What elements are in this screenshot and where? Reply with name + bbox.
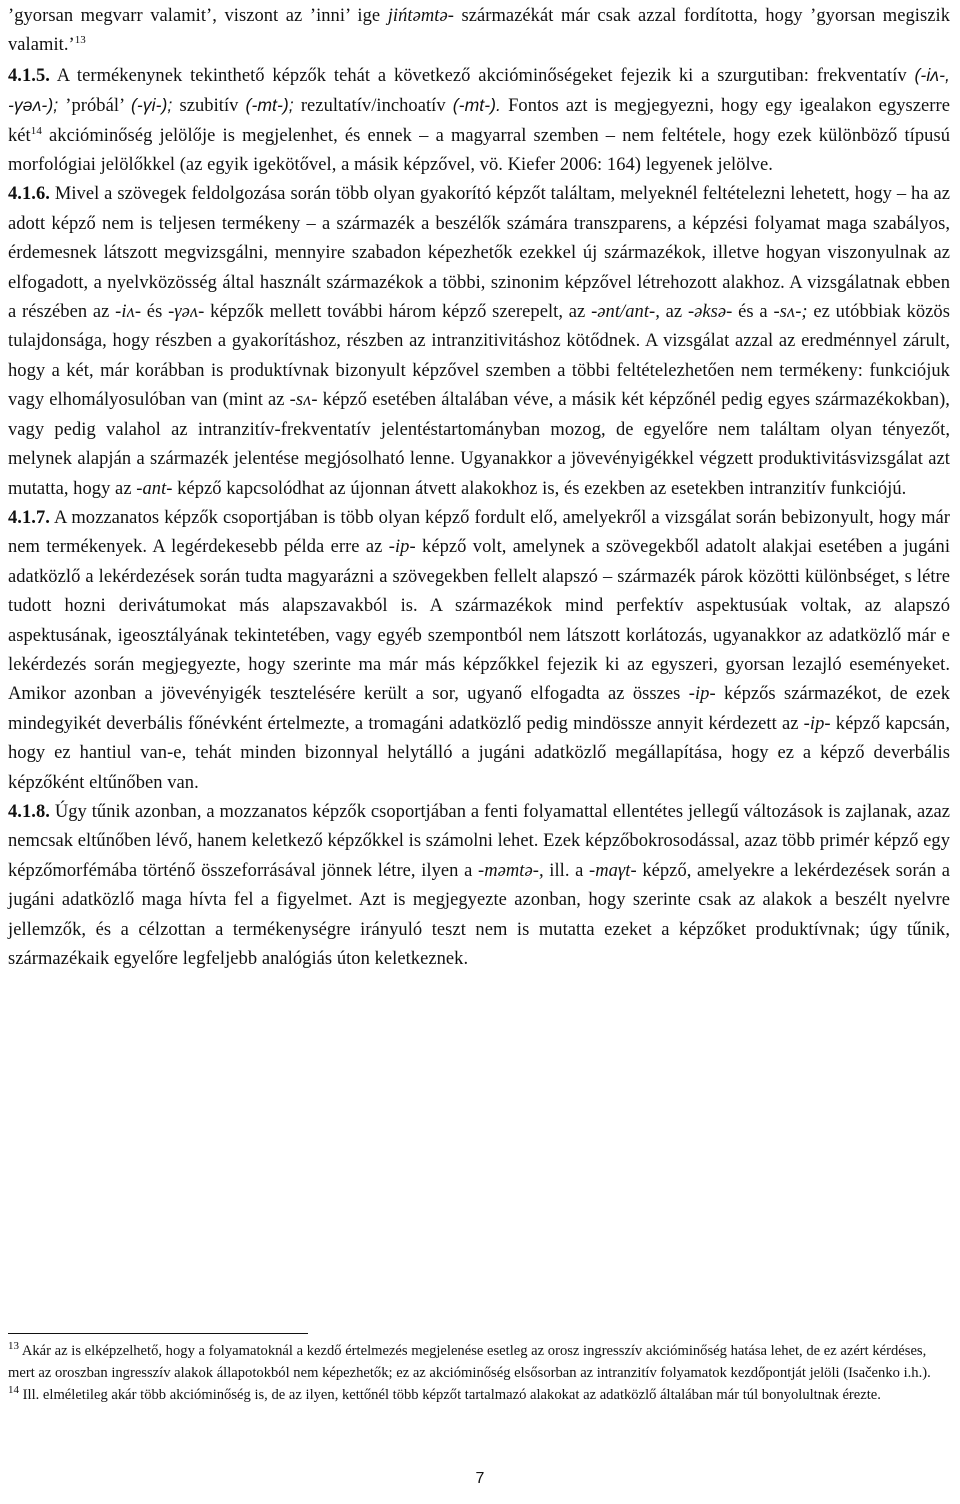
suffix-example: -γəʌ- xyxy=(168,302,205,323)
suffix-example: -ant- xyxy=(136,478,173,499)
section-text: Fontos azt is megjegyezni, hogy egy igealakon egyszerre két xyxy=(8,96,950,146)
suffix-example: (-mt-). xyxy=(452,95,501,116)
section-text: képző kapcsán, hogy ez hantiul van-e, tehát minden bizonnyal helytálló a jugáni adatközlő megállapítása, hogy ez a képző deverbális képzőként eltűnőben van. xyxy=(8,713,950,793)
footnote-separator xyxy=(8,1333,308,1334)
suffix-example: -iʌ- xyxy=(115,302,142,323)
suffix-example: -məmtə-, xyxy=(477,860,544,881)
footnote-number: 13 xyxy=(8,1340,19,1353)
section-text: ez utóbbiak közös tulajdonsága, hogy részben a gyakorításhoz, részben az intranzitivitáshoz kötődnek. A vizsgálat azzal az eredménnyel zárult, hogy a két, már korábban is produktívnak bizonyult képzővel szemben a többi feltételezhetően nem termékeny: funkciójuk vagy elhomályosulóban van (mint az xyxy=(8,302,950,411)
intro-text: származékát már csak azzal fordította, hogy ’gyorsan megiszik valamit.’ xyxy=(8,6,950,56)
section-text: szubitív xyxy=(172,96,246,117)
section-text: rezultatív/inchoatív xyxy=(293,96,453,117)
section-text: képző volt, amelynek a szövegekből adatolt alakjai esetében a jugáni adatközlő a lekérdezések során tudta magyarázni a szövegekben fellelt alapszó – származék párok közötti különbséget, s létre tudott hozni derivátumokat más alapszavakból is. A származékok mind perfektív aspektusúak voltak, az alapszó aspektusának, igeosztályának tekintetében, vagy egyéb szempontból nem látszott korlátozás, ugyanakkor az adatközlő már e lekérdezés során megjegyezte, hogy szerinte ma már más képzőkkel fejezik ki az egyszeri, gyorsan lezajló eseményeket. Amikor azonban a jövevényigék tesztelésére került a sor, ugyanő elfogadta az összes xyxy=(8,537,951,705)
footnote-13 xyxy=(8,1340,946,1384)
suffix-example: -ənt/ant-, xyxy=(591,302,660,323)
footnote-14 xyxy=(8,1384,946,1406)
section-text: képző, amelyekre a lekérdezések során a jugáni adatközlő maga hívta fel a figyelmet. Azt is megjegyezte azonban, hogy szerinte csak az alakok a beszélt nyelvre jellemzők, és a célzottan a termékenységre irányuló teszt nem is mutatta ezeket a képzőket produktívnak; úgy tűnik, származékaik egyelőre legfeljebb analógiás úton keletkeznek. xyxy=(8,860,950,969)
suffix-example: -maγt- xyxy=(589,860,637,881)
suffix-example: -ip- xyxy=(803,713,831,734)
suffix-example: -sʌ-; xyxy=(773,302,808,323)
suffix-example: -ip- xyxy=(688,684,716,705)
section-number-4-1-7: 4.1.7. xyxy=(8,507,50,528)
section-text: akcióminőség jelölője is megjelenhet, és ennek – a magyarral szemben – nem feltétele, hogy ezek különböző típusú morfológiai jelölőkkel (az egyik igekötővel, a másik képzővel, vö. Kiefer 2006: 164) legyenek jelölve. xyxy=(8,125,950,176)
section-text: képzők mellett további három képző szerepelt, az xyxy=(204,302,592,323)
footnote-number: 14 xyxy=(8,1384,19,1397)
footnotes xyxy=(8,1340,946,1406)
section-text: és a xyxy=(732,302,774,323)
section-text: ’próbál’ xyxy=(58,96,131,117)
section-number-4-1-5: 4.1.5. xyxy=(8,65,50,86)
section-number-4-1-8: 4.1.8. xyxy=(8,801,50,822)
intro-text: ’gyorsan megvarr valamit’, viszont az ’inni’ ige xyxy=(8,6,388,26)
suffix-example: -sʌ- xyxy=(289,390,318,411)
suffix-example: -əksə- xyxy=(687,302,733,323)
suffix-example: -ip- xyxy=(388,537,416,558)
example-word: jińtəmtə- xyxy=(387,6,454,26)
section-text: Mivel a szövegek feldolgozása során több olyan gyakorító képzőt találtam, melyeknél feltételezni lehetett, hogy – ha az adott képző nem is teljesen termékeny – a származék a beszélők számára transzparens, a képzési folyamat maga szabályos, érdemesnek látszott megvizsgálni, mennyire szabadon képezhetők ezekkel új származékok, illetve hogyan viszonyulnak az elfogadott, a nyelvközösség által használt származékok a többi, szinonim képzővel létrehozott alakhoz. A vizsgálatnak ebben a részében az xyxy=(8,184,950,323)
section-text: képzős származékot, de ezek mindegyikét deverbális főnévként értelmezte, a tromagáni adatközlő pedig mindössze annyit kérdezett az xyxy=(8,684,950,734)
section-text: képző esetében általában véve, a másik két képzőnél pedig egyes származékokban), vagy pedig valahol az intranzitív-frekventatív jelentéstartományban mozog, de egyelőre nem találtam olyan tényezőt, melynek alapján a származék jelentése megjósolható lenne. Ugyanakkor a jövevényigékkel végzett produktivitásvizsgálat azt mutatta, hogy az xyxy=(8,390,950,499)
suffix-example: (-mt-); xyxy=(245,95,294,116)
section-number-4-1-6: 4.1.6. xyxy=(8,184,50,205)
section-text: az xyxy=(659,302,688,323)
suffix-example: (-γi-); xyxy=(130,95,173,116)
footnote-text: Akár az is elképzelhető, hogy a folyamatoknál a kezdő értelmezés megjelenése esetleg az orosz ingresszív akcióminőség hatása lehet, de ez azért kérdéses, mert az oroszban ingresszív alakok állapotokból nem képezhetők; ez az akcióminőség elsősorban az intranzitív folyamatok kezdőpontját jelöli (Isačenko i.h.). xyxy=(8,1343,931,1381)
section-text: ill. a xyxy=(543,860,590,881)
footnote-ref-13[interactable]: 13 xyxy=(74,34,86,47)
footnote-ref-14[interactable]: 14 xyxy=(30,124,42,137)
section-text: A mozzanatos képzők csoportjában is több olyan képző fordult elő, amelyekről a vizsgálat során bebizonyult, hogy már nem termékenyek. A legérdekesebb példa erre az xyxy=(8,507,950,558)
section-text: A termékenynek tekinthető képzők tehát a következő akcióminőségeket fejezik ki a szurgutiban: frekventatív xyxy=(49,65,915,86)
section-text: és xyxy=(141,302,169,323)
section-text: képző kapcsolódhat az újonnan átvett alakokhoz is, és ezekben az esetekben intranzitív funkciójú. xyxy=(172,478,907,499)
suffix-example: (-iʌ-, -γəʌ-); xyxy=(8,64,950,116)
page-number: 7 xyxy=(475,1470,485,1487)
main-text xyxy=(8,2,950,974)
footnote-text: Ill. elméletileg akár több akcióminőség is, de az ilyen, kettőnél több képzőt tartalmazó alakokat az adatközlő általában már túl bonyolultnak érezte. xyxy=(19,1387,881,1403)
section-text: Úgy tűnik azonban, a mozzanatos képzők csoportjában a fenti folyamattal ellentétes jellegű változások is zajlanak, azaz nemcsak eltűnőben lévő, hanem keletkező képzőkkel is számolni lehet. Ezek képzőbokrosodással, azaz több primér képző egy képzőmorfémába történő összeforrásával jönnek létre, ilyen a xyxy=(8,801,950,881)
